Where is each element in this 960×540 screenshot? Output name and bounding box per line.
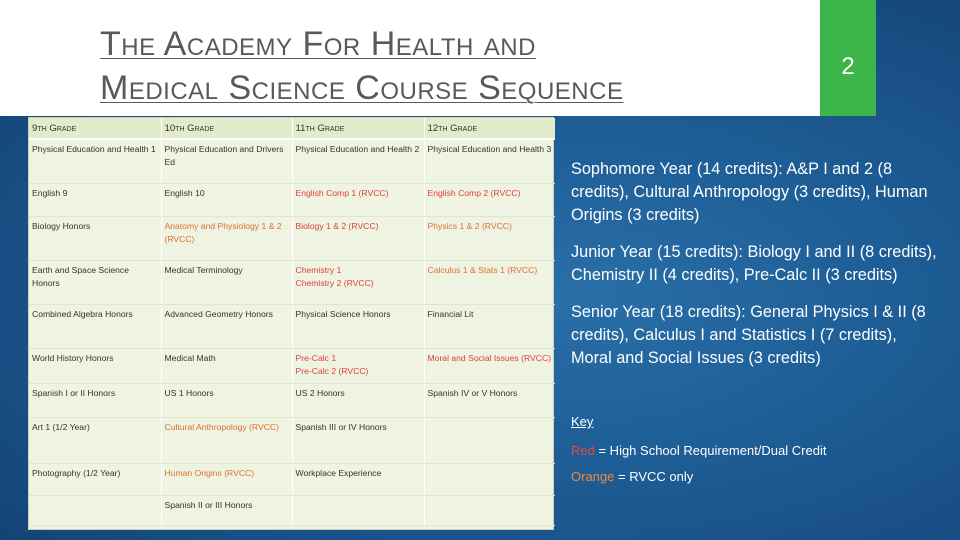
table-row — [29, 495, 555, 525]
table-cell: Financial Lit — [424, 304, 555, 348]
table-cell: Biology Honors — [29, 216, 161, 260]
slide-number: 2 — [820, 0, 876, 116]
table-header-row — [29, 118, 555, 139]
header-10th-grade: 10th Grade — [161, 118, 292, 139]
title-box — [0, 0, 820, 116]
table-cell: Physical Education and Health 1 — [29, 139, 161, 183]
credits-summary — [571, 158, 941, 384]
table-cell: Human Origins (RVCC) — [161, 463, 292, 495]
table-row — [29, 348, 555, 383]
key-red-desc: = High School Requirement/Dual Credit — [594, 443, 827, 458]
table-cell — [424, 495, 555, 525]
key-orange-desc: = RVCC only — [614, 469, 694, 484]
table-cell: Cultural Anthropology (RVCC) — [161, 417, 292, 463]
sophomore-credits: Sophomore Year (14 credits): A&P I and 2 (8 credits), Cultural Anthropology (3 credits), Human Origins (3 credits) — [571, 160, 928, 224]
table-cell: Spanish I or II Honors — [29, 383, 161, 417]
table-cell: Physical Education and Health 2 — [292, 139, 424, 183]
course-table — [28, 117, 554, 530]
page-title — [100, 22, 820, 110]
table-cell: Physics 1 & 2 (RVCC) — [424, 216, 555, 260]
table-row — [29, 216, 555, 260]
table-row — [29, 463, 555, 495]
table-cell: Earth and Space Science Honors — [29, 260, 161, 304]
title-line-1: The Academy For Health and — [100, 25, 536, 63]
table-cell: Workplace Experience — [292, 463, 424, 495]
key-orange-word: Orange — [571, 469, 615, 484]
table-cell — [292, 495, 424, 525]
table-cell: Physical Education and Drivers Ed — [161, 139, 292, 183]
header-9th-grade: 9th Grade — [29, 118, 161, 139]
table-cell: US 2 Honors — [292, 383, 424, 417]
key-red-word: Red — [571, 443, 595, 458]
table-cell: US 1 Honors — [161, 383, 292, 417]
table-cell — [424, 417, 555, 463]
table-cell: Physical Education and Health 3 — [424, 139, 555, 183]
key-title: Key — [571, 414, 594, 429]
senior-credits: Senior Year (18 credits): General Physics I & II (8 credits), Calculus I and Statistics I (7 credits), Moral and Social Issues (3 credits) — [571, 303, 926, 367]
table-cell: Chemistry 1 Chemistry 2 (RVCC) — [292, 260, 424, 304]
table-cell: English Comp 1 (RVCC) — [292, 183, 424, 216]
table-cell: Spanish IV or V Honors — [424, 383, 555, 417]
table-cell — [29, 495, 161, 525]
table-row — [29, 260, 555, 304]
table-cell: Physical Science Honors — [292, 304, 424, 348]
table-cell: Pre-Calc 1 Pre-Calc 2 (RVCC) — [292, 348, 424, 383]
table-cell: Moral and Social Issues (RVCC) — [424, 348, 555, 383]
table-row — [29, 383, 555, 417]
table-row — [29, 304, 555, 348]
table-cell: World History Honors — [29, 348, 161, 383]
junior-credits: Junior Year (15 credits): Biology I and II (8 credits), Chemistry II (4 credits), Pre-Calc II (3 credits) — [571, 243, 937, 284]
table-cell: Advanced Geometry Honors — [161, 304, 292, 348]
key-red-entry — [571, 443, 826, 458]
table-cell: Photography (1/2 Year) — [29, 463, 161, 495]
table-cell: Anatomy and Physiology 1 & 2 (RVCC) — [161, 216, 292, 260]
table-cell: Biology 1 & 2 (RVCC) — [292, 216, 424, 260]
table-cell: Spanish III or IV Honors — [292, 417, 424, 463]
table-cell: Medical Terminology — [161, 260, 292, 304]
table-row — [29, 139, 555, 183]
table-cell: English Comp 2 (RVCC) — [424, 183, 555, 216]
table-row — [29, 417, 555, 463]
table-cell — [424, 463, 555, 495]
table-cell: English 9 — [29, 183, 161, 216]
table-cell: Calculus 1 & Stats 1 (RVCC) — [424, 260, 555, 304]
table-cell: Art 1 (1/2 Year) — [29, 417, 161, 463]
table-cell: Medical Math — [161, 348, 292, 383]
title-line-2: Medical Science Course Sequence — [100, 69, 624, 107]
table-row — [29, 183, 555, 216]
table-cell: Combined Algebra Honors — [29, 304, 161, 348]
header-12th-grade: 12th Grade — [424, 118, 555, 139]
key-orange-entry — [571, 469, 693, 484]
table-cell: English 10 — [161, 183, 292, 216]
header-11th-grade: 11th Grade — [292, 118, 424, 139]
table-cell: Spanish II or III Honors — [161, 495, 292, 525]
